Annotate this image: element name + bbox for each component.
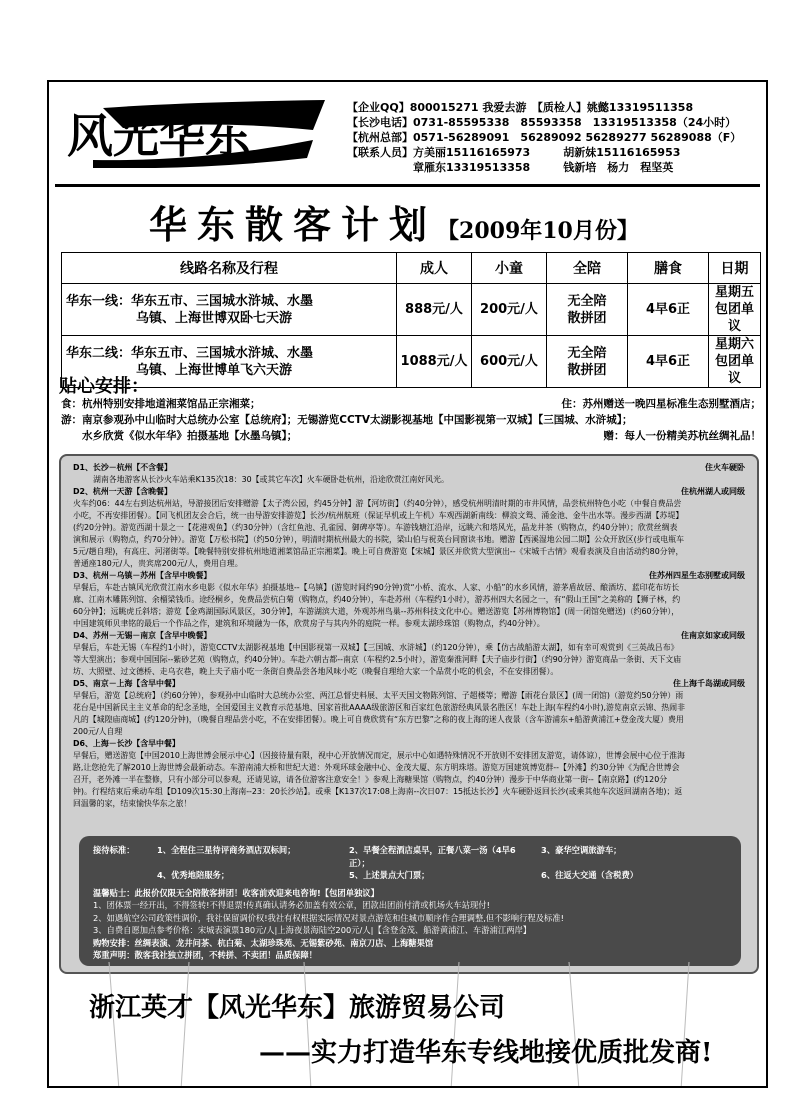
company-slogan: ——实力打造华东专线地接优质批发商! [259,1038,713,1068]
logo-text: 风光华东 [67,109,251,163]
note-line: 购物安排：丝绸表演、龙井问茶、杭白菊、太湖珍珠苑、无锡紫砂苑、南京刀店、上海糖果馆 [93,937,434,948]
contact-line: 【杭州总部】0571-56289091 56289092 56289277 56289088（F） [347,131,742,144]
col-child: 小童 [472,253,547,284]
arrangement-title: 贴心安排： [59,376,149,397]
contact-line: 【企业QQ】800015271 我爱去游 【质检人】姚懿13319511358 [347,101,694,114]
guide-cell: 无全陪 散拼团 [547,336,628,388]
table-row [62,336,761,388]
notes-box [79,836,741,966]
adult-price: 888元/人 [397,284,472,336]
note-line: 1、团体票一经开出，不得签转!不得退票!传真确认请务必加盖有效公章，团款出团前付清或机场火车站现付! [93,900,490,910]
itinerary-day: D4、苏州－无锡－南京【含早中晚餐】 住南京如家或同级 早餐后，车赴无锡（车程约1小时），游览CCTV太湖影视基地【中国影视第一双城】【三国城、水浒城】（约120分钟），乘【仿古战船游太湖】，如有幸可观赏到《三英战吕布》等大型演出；参观中国国际--紫砂艺苑（购物点，约40分钟）。车赴六朝古都--南京（车程约2.5小时），游览秦淮河畔【夫子庙步行街】（约90分钟）游览商品一条街、天下文庙坊、大照壁、过文德桥、走乌衣巷，晚上夫子庙小吃一条街自费品尝各地风味小吃（晚餐自理给大家一个品赏小吃的机会，不在安排团餐）。 [73,631,745,676]
note-line: 2、如遇航空公司政策性调价，我社保留调价权!我社有权根据实际情况对景点游览和住城市顺序作合理调整,但不影响行程及标准! [93,912,564,923]
itinerary-day: D3、杭州－乌镇－苏州【含早中晚餐】 住苏州四星生态别墅或同级 早餐后，车赴古镇风光欣赏江南水乡电影《似水年华》拍摄基地--【乌镇】(游览时间约90分钟)赏“小桥、流水、人家、小船”的水乡风情，游茅盾故居、酿酒坊、蓝印花布坊长廊、江南木雕陈列馆、余榴梁钱币。途经桐乡，免费品尝杭白菊（购物点，约40分钟），车赴苏州（车程约1小时），游苏州四大名园之一，有“假山王国”之美称的【狮子林，约60分钟】；远眺虎丘斜塔；游览【金鸡湖国际风景区，30分钟】，车游湖滨大道，外观苏州鸟巢--苏州科技文化中心。赠送游览【苏州博物馆】(周一闭馆免赠送)（约60分钟），中国建筑师贝聿铭的最后一个作品之作，建筑和环境融为一体，欣赏房子与其内外的庭院一样。参观太湖珍珠馆（购物点，约40分钟）。 [73,571,745,628]
itinerary-day: D1、长沙－杭州【不含餐】 住火车硬卧 湖南各地游客从长沙火车站乘K135次18：30【或其它车次】火车硬卧赴杭州，沿途欣赏江南好风光。 [73,463,745,484]
child-price: 600元/人 [472,336,547,388]
itinerary-day: D6、上海－长沙【含早中餐】 早餐后，赠送游览【中国2010上海世博会展示中心】（因接待量有限，视中心开放情况而定，展示中心如遇特殊情况不开放则不安排团友游览，请体谅），世博会展中心位于淮海路,让您抢先了解2010上海世博会最新动态。车游南浦大桥和世纪大道：外观环球金融中心、金茂大厦、东方明珠塔。游览万国建筑博览群--【外滩】约30分钟《为配合世博会召开，老外滩一半在整修，只有小部分可以参观，还请见谅，请各位游客注意安全！》参观上海糖果馆（购物点，约40分钟）漫步于中华商业第一街--【南京路】(约120分钟)。行程结束后乘动车组【D109次15:30上海南--23：20长沙站】。或乘【K137次17:08上海南--次日07：15抵达长沙】火车硬卧返回长沙(或乘其他车次返回湖南各地)；返回温馨的家，结束愉快华东之旅！ [73,739,685,808]
arrangement-line: 食：杭州特别安排地道湘菜馆品正宗湘菜； 住：苏州赠送一晚四星标准生态别墅酒店； [61,398,761,410]
date-cell: 星期五 包团单议 [709,284,761,336]
col-guide: 全陪 [547,253,628,284]
itinerary-box [59,454,759,974]
table-row [62,284,761,336]
standards: 接待标准： 1、全程住三星待评商务酒店双标间； 2、早餐全程酒店桌早，正餐八菜一汤（4早6正）； 3、豪华空调旅游车； 4、优秀地陪服务； 5、上述景点大门票； 6、往返大交通（含税费） [93,845,639,880]
arrangement-line: 游：南京参观孙中山临时大总统办公室【总统府】；无锡游览CCTV太湖影视基地【中国影视第一双城】【三国城、水浒城】； [61,414,633,426]
itinerary-day: D2、杭州一天游【含晚餐】 住杭州湖人或同级 火车约06：44左右到达杭州站，导游接团后安排赠游【太子湾公园，约45分钟】游【河坊街】（约40分钟），感受杭州明清时期的市井风情，品尝杭州特色小吃（中餐自费品尝小吃，不再安排团餐）。【同飞机团友会合后，统一由导游安排游览】长沙/杭州航班（保证早机或上午机）车观西湖新南线：柳浪文鸳、涌金池、金牛出水等。漫步西湖【苏堤】(约20分钟)。游览西湖十景之一【花港观鱼】（约30分钟）（含红鱼池、孔雀园、御碑亭等）。车游钱塘江沿岸，远眺六和塔风光，晶龙井茶（购物点，约40分钟）；欣赏丝绸表演和展示（购物点，约70分钟）。游览【万松书院】（约50分钟），明清时期杭州最大的书院，梁山伯与祝英台同窗读书地。赠游【西溪湿地公园二期】公众开放区(步行或电瓶车5元/趟自理)，有高庄、河渚街等。【晚餐特别安排杭州地道湘菜馆品正宗湘菜】。晚上可自费游览【宋城】景区并欣赏大型演出--《宋城千古情》观看表演及自由活动约80分钟，普通座180元/人，贵宾席200元/人，费用自理。 [73,487,745,568]
col-route: 线路名称及行程 [62,253,397,284]
title-main: 华东散客计划 [149,202,438,247]
contact-line: 【长沙电话】0731-85595338 85593358 13319513358（24小时） [347,116,737,129]
child-price: 200元/人 [472,284,547,336]
col-adult: 成人 [397,253,472,284]
route-cell: 华东一线：华东五市、三国城水浒城、水墨 乌镇、上海世博双卧七天游 [62,284,397,336]
adult-price: 1088元/人 [397,336,472,388]
route-cell: 华东二线：华东五市、三国城水浒城、水墨 乌镇、上海世博单飞六天游 [62,336,397,388]
contact-line: 【联系人员】方美丽15116165973 胡新妹15116165953 [347,146,681,159]
date-cell: 星期六 包团单议 [709,336,761,388]
meals-cell: 4早6正 [628,284,709,336]
arrangement-line: 水乡欣赏《似水年华》拍摄基地【水墨乌镇】； 赠：每人一份精美苏杭丝绸礼品！ [61,430,761,442]
page-title [149,194,749,247]
itinerary-day: D5、南京－上海【含早中餐】 住上海千岛湖或同级 早餐后，游览【总统府】（约60分钟），参观孙中山临时大总统办公室、两江总督史料展、太平天国文物陈列馆、子超楼等；赠游【雨花台景区】(周一闭馆)（游览约50分钟）雨花台是中国新民主主义革命的纪念圣地，全国爱国主义教育示范基地、国家首批AAAA级旅游区和百家红色旅游经典风景名胜区！车赴上海(车程约4小时),游览南京云锦、热闹非凡的【城隍庙商城】(约120分钟)，（晚餐自理品尝小吃，不在安排团餐）。晚上可自费欣赏有“东方巴黎”之称的夜上海的迷人夜景（含车游浦东+船游黄浦江+登金茂大厦）费用200元/人自理 [73,679,745,736]
scratch-texture [49,962,768,1088]
col-date: 日期 [709,253,761,284]
notes-title: 温馨贴士：此报价仅限无全陪散客拼团！收客前欢迎来电咨询!【包团单独议】 [93,887,379,898]
fengguang-logo [63,100,329,168]
itinerary [73,462,745,810]
meals-cell: 4早6正 [628,336,709,388]
note-line: 3、自费自愿加点参考价格：宋城表演票180元/人|上海夜景海陆空200元/人|【含登金茂、船游黄浦江、车游浦江两岸】 [93,925,532,935]
note-line: 郑重声明：散客我社独立拼团，不转拼、不卖团！品质保障！ [93,950,318,960]
guide-cell: 无全陪 散拼团 [547,284,628,336]
routes-table [61,252,761,388]
title-month: 【2009年10月份】 [437,218,639,244]
company-name: 浙江英才【风光华东】旅游贸易公司 [89,993,506,1023]
contact-line: 章雁东13319513358 钱新培 杨力 程坚英 [347,161,674,174]
table-header-row [62,253,761,284]
header-divider [55,184,760,187]
contact-block [347,100,767,175]
flyer-frame [47,80,768,1088]
col-meals: 膳食 [628,253,709,284]
